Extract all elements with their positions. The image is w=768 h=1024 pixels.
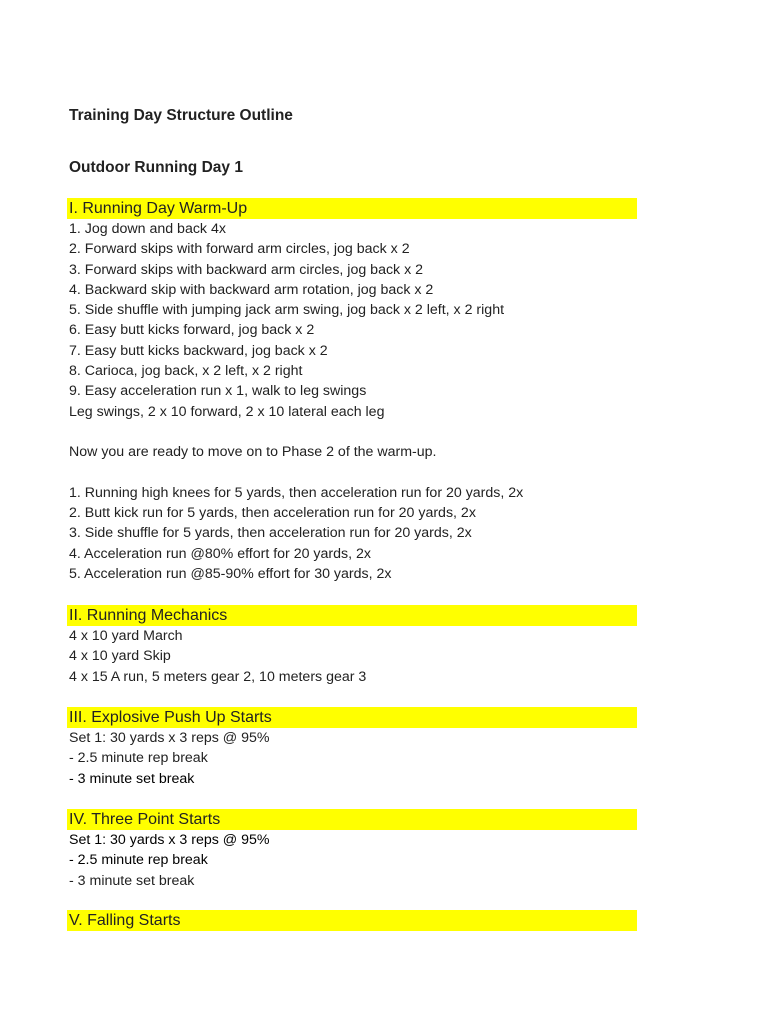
section-lines — [69, 219, 768, 584]
list-item: 1. Running high knees for 5 yards, then acceleration run for 20 yards, 2x — [69, 484, 524, 501]
day-title: Outdoor Running Day 1 — [69, 159, 243, 176]
list-item: - 3 minute set break — [69, 770, 195, 787]
list-item: 5. Side shuffle with jumping jack arm swing, jog back x 2 left, x 2 right — [69, 302, 505, 319]
list-item: 3. Side shuffle for 5 yards, then acceleration run for 20 yards, 2x — [69, 525, 472, 542]
section-heading: IV. Three Point Starts — [67, 809, 637, 830]
section-lines — [69, 830, 768, 891]
list-item: 1. Jog down and back 4x — [69, 221, 226, 237]
section-explosive-push-up-starts — [0, 707, 768, 789]
blank-line — [69, 422, 768, 442]
section-running-mechanics — [0, 605, 768, 687]
list-item: Set 1: 30 yards x 3 reps @ 95% — [69, 832, 270, 848]
list-item: 4 x 15 A run, 5 meters gear 2, 10 meters gear 3 — [69, 668, 367, 685]
list-item: 8. Carioca, jog back, x 2 left, x 2 right — [69, 363, 303, 380]
list-item: 5. Acceleration run @85-90% effort for 30 yards, 2x — [69, 566, 392, 583]
list-item: Set 1: 30 yards x 3 reps @ 95% — [69, 730, 270, 746]
list-item: - 2.5 minute rep break — [69, 852, 208, 869]
section-falling-starts — [0, 910, 768, 931]
section-lines — [69, 626, 768, 687]
list-item: 7. Easy butt kicks backward, jog back x 2 — [69, 342, 328, 359]
list-item: - 3 minute set break — [69, 872, 195, 889]
section-warm-up — [0, 198, 768, 584]
section-heading: V. Falling Starts — [67, 910, 637, 931]
section-three-point-starts — [0, 809, 768, 891]
list-item: 3. Forward skips with backward arm circles, jog back x 2 — [69, 261, 424, 278]
phase2-intro: Now you are ready to move on to Phase 2 of the warm-up. — [69, 444, 437, 461]
section-heading: III. Explosive Push Up Starts — [67, 707, 637, 728]
list-item: 4. Backward skip with backward arm rotation, jog back x 2 — [69, 281, 434, 298]
list-item: 4 x 10 yard March — [69, 628, 183, 644]
list-item: 6. Easy butt kicks forward, jog back x 2 — [69, 322, 315, 339]
section-heading: I. Running Day Warm-Up — [67, 198, 637, 219]
list-item: 2. Butt kick run for 5 yards, then acceleration run for 20 yards, 2x — [69, 505, 476, 522]
document-title: Training Day Structure Outline — [69, 107, 293, 124]
list-item: Leg swings, 2 x 10 forward, 2 x 10 lateral each leg — [69, 403, 385, 420]
section-lines — [69, 728, 768, 789]
list-item: 2. Forward skips with forward arm circles, jog back x 2 — [69, 241, 410, 258]
list-item: 4. Acceleration run @80% effort for 20 yards, 2x — [69, 545, 371, 562]
section-heading: II. Running Mechanics — [67, 605, 637, 626]
list-item: 9. Easy acceleration run x 1, walk to leg swings — [69, 383, 367, 400]
list-item: - 2.5 minute rep break — [69, 750, 208, 767]
blank-line — [69, 463, 768, 483]
list-item: 4 x 10 yard Skip — [69, 648, 171, 665]
